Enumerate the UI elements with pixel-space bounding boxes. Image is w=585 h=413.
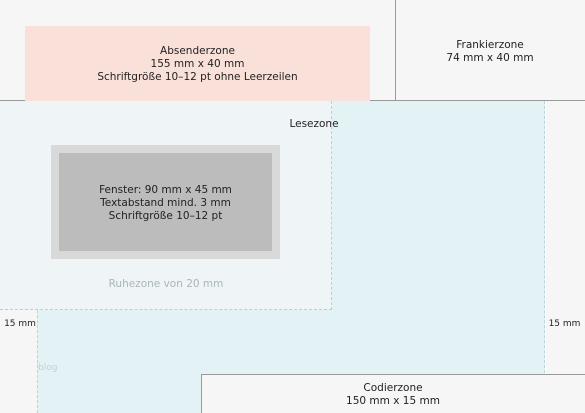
- window-label: [59, 184, 272, 223]
- code-zone-label: [201, 382, 585, 408]
- watermark: blog: [38, 363, 58, 373]
- sender-zone-label: [25, 45, 370, 84]
- window-font: Schriftgröße 10–12 pt: [108, 210, 223, 222]
- reading-zone-title: Lesezone: [289, 118, 339, 130]
- left-margin-label: 15 mm: [4, 319, 36, 329]
- right-margin-label: 15 mm: [548, 319, 581, 329]
- code-zone-title: Codierzone: [363, 382, 423, 394]
- stamp-zone-size: 74 mm x 40 mm: [446, 52, 534, 64]
- stamp-zone-label: [395, 39, 585, 65]
- quiet-zone-label: Ruhezone von 20 mm: [108, 278, 224, 290]
- sender-zone-title: Absenderzone: [160, 45, 235, 57]
- window-spacing: Textabstand mind. 3 mm: [100, 197, 231, 209]
- stamp-zone-title: Frankierzone: [456, 39, 524, 51]
- code-zone-size: 150 mm x 15 mm: [346, 395, 440, 407]
- sender-zone-note: Schriftgröße 10–12 pt ohne Leerzeilen: [97, 71, 298, 83]
- right-margin-strip: [546, 101, 585, 413]
- window-size: Fenster: 90 mm x 45 mm: [99, 184, 232, 196]
- sender-zone-size: 155 mm x 40 mm: [150, 58, 245, 70]
